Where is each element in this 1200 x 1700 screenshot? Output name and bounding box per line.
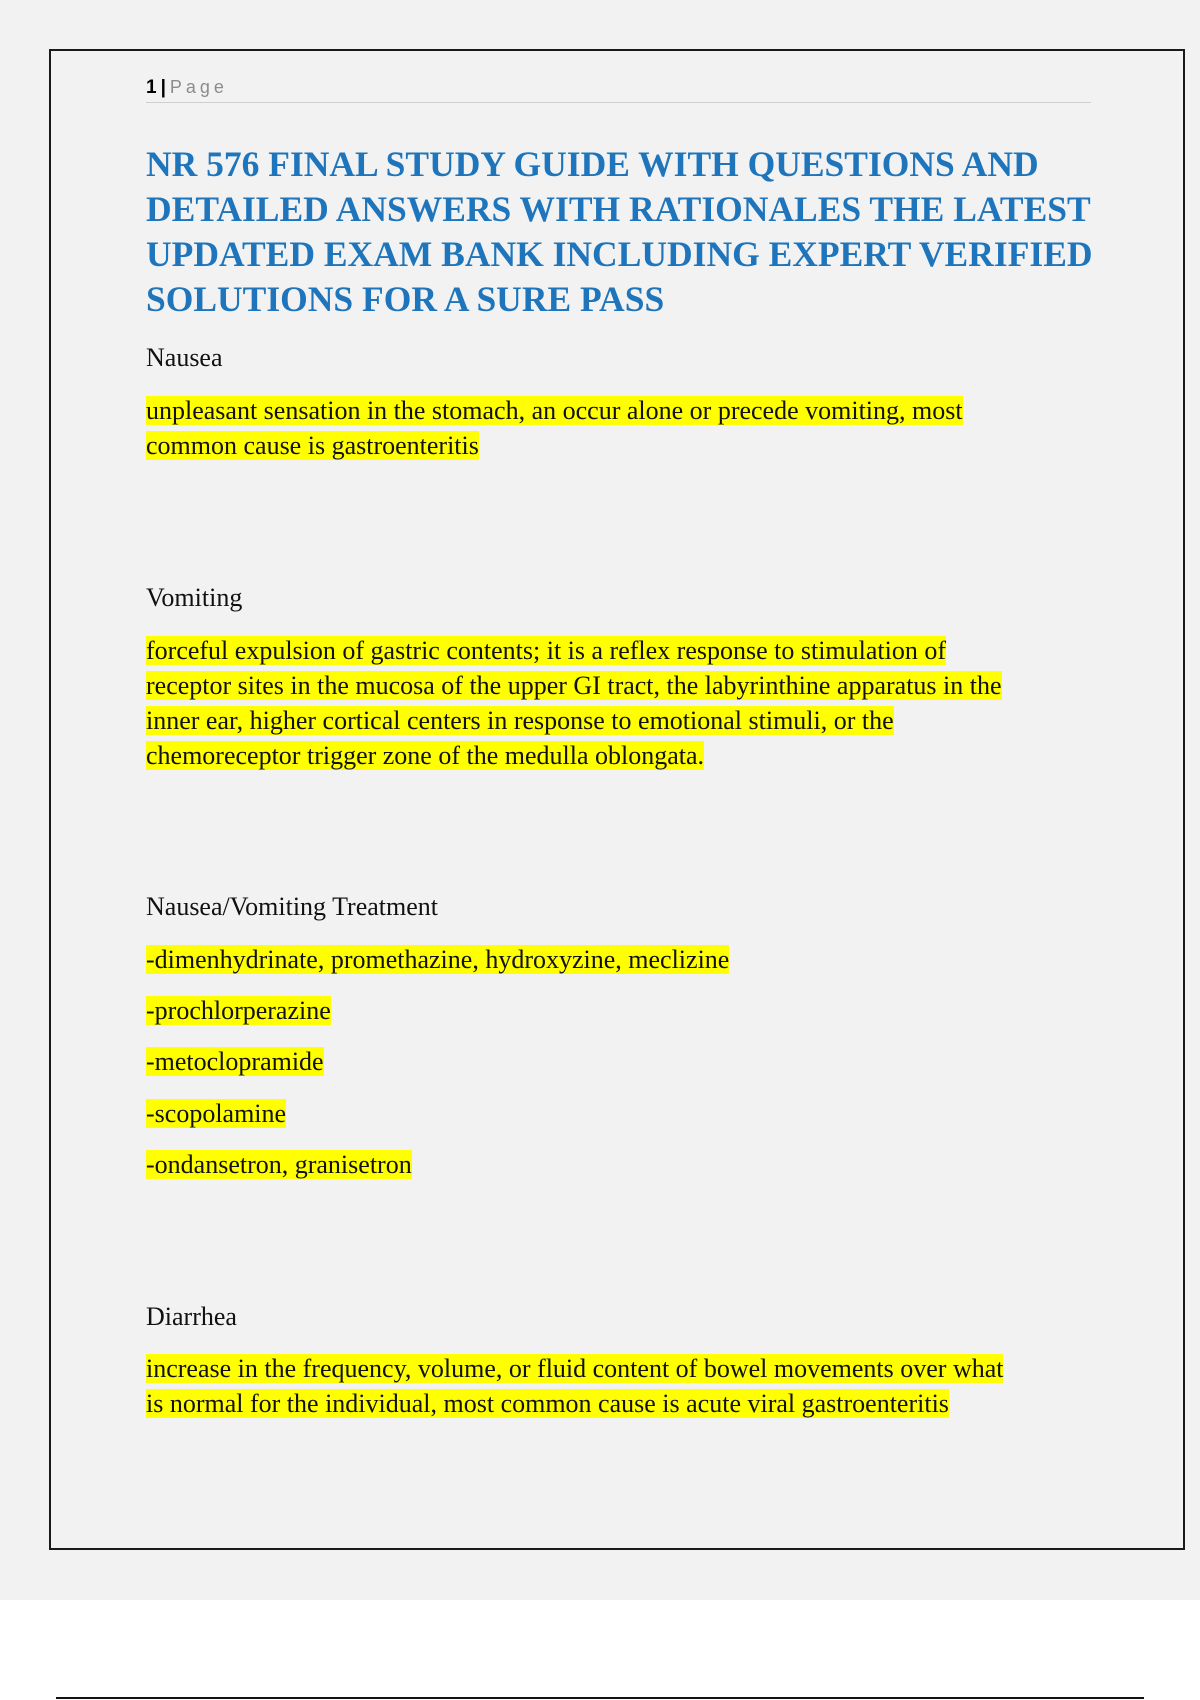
term-diarrhea: Diarrhea: [146, 1302, 237, 1331]
header-separator: |: [160, 77, 166, 98]
definition-line: chemoreceptor trigger zone of the medulla oblongata.: [146, 741, 705, 770]
page-header: [146, 74, 1091, 103]
document-title: NR 576 FINAL STUDY GUIDE WITH QUESTIONS AND DETAILED ANSWERS WITH RATIONALES THE LATEST UPDATED EXAM BANK INCLUDING EXPERT VERIFIED SOLUTIONS FOR A SURE PASS: [146, 144, 1093, 319]
term-vomiting: Vomiting: [146, 583, 243, 612]
medication-item: -ondansetron, granisetron: [146, 1150, 412, 1179]
footer-divider: [56, 1697, 1144, 1699]
term-nausea: Nausea: [146, 343, 223, 372]
medication-item: -metoclopramide: [146, 1047, 324, 1076]
page-label: Page: [169, 77, 228, 97]
definition-line: unpleasant sensation in the stomach, an occur alone or precede vomiting, most: [146, 396, 963, 425]
medication-item: -scopolamine: [146, 1099, 287, 1128]
definition-line: inner ear, higher cortical centers in response to emotional stimuli, or the: [146, 706, 894, 735]
definition-vomiting: [146, 633, 1086, 773]
definition-line: receptor sites in the mucosa of the upper GI tract, the labyrinthine apparatus in the: [146, 671, 1002, 700]
page-number: 1: [146, 77, 157, 98]
definition-line: is normal for the individual, most common cause is acute viral gastroenteritis: [146, 1389, 949, 1418]
medication-item: -dimenhydrinate, promethazine, hydroxyzine, meclizine: [146, 945, 730, 974]
definition-line: increase in the frequency, volume, or fluid content of bowel movements over what: [146, 1354, 1004, 1383]
definition-diarrhea: [146, 1351, 1086, 1421]
definition-line: forceful expulsion of gastric contents; it is a reflex response to stimulation of: [146, 636, 947, 665]
definition-line: common cause is gastroenteritis: [146, 431, 479, 460]
medication-item: -prochlorperazine: [146, 996, 331, 1025]
definition-nausea: [146, 393, 1086, 463]
term-nausea-vomiting-treatment: Nausea/Vomiting Treatment: [146, 892, 439, 921]
